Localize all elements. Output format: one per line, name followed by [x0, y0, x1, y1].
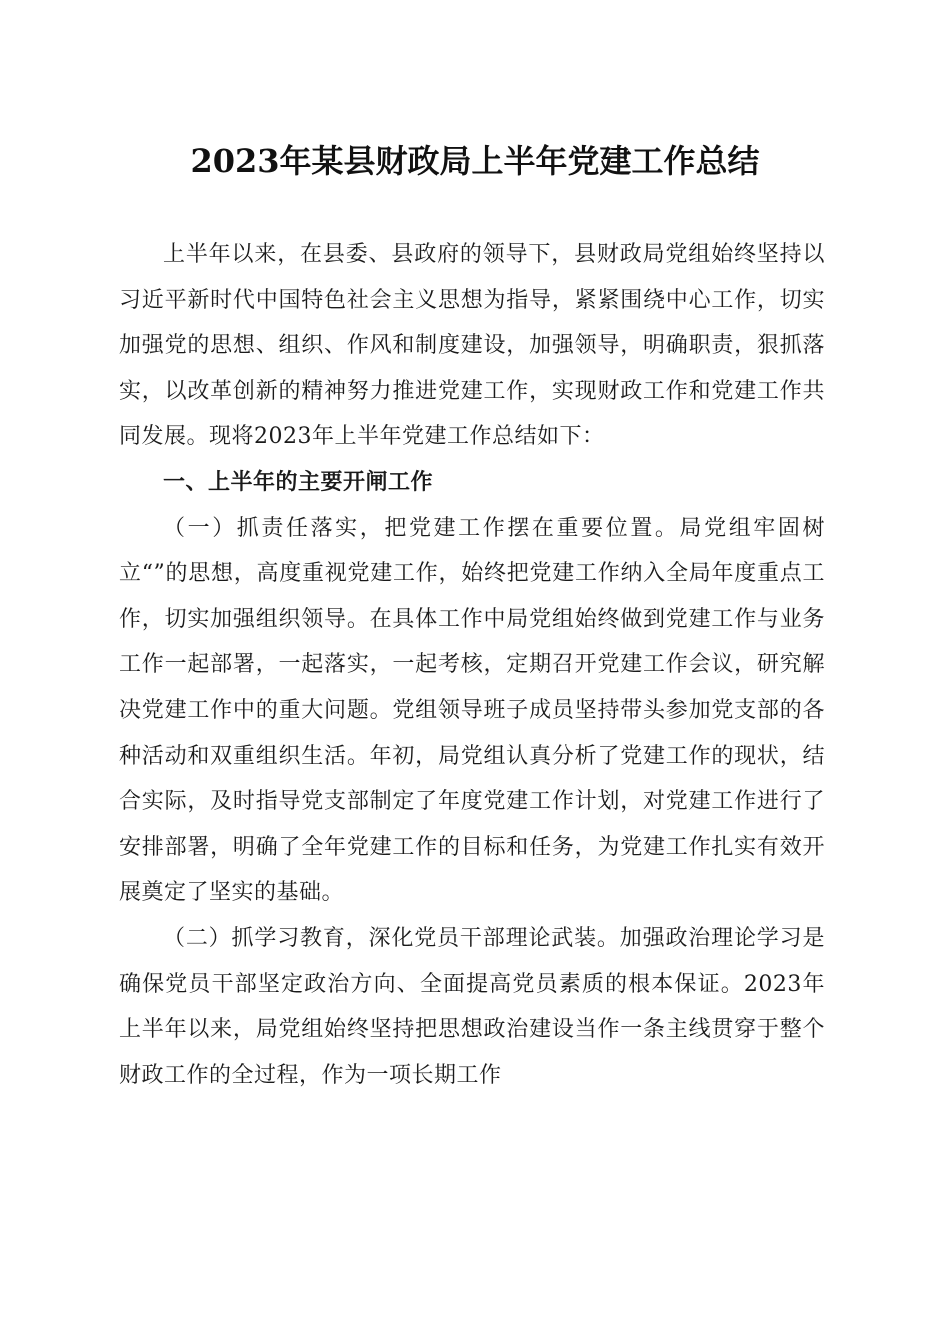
- intro-paragraph: 上半年以来，在县委、县政府的领导下，县财政局党组始终坚持以习近平新时代中国特色社会主义思想为指导，紧紧围绕中心工作，切实加强党的思想、组织、作风和制度建设，加强领导，明确职责，狠抓落实，以改革创新的精神努力推进党建工作，实现财政工作和党建工作共同发展。现将2023年上半年党建工作总结如下：: [119, 242, 825, 450]
- document-body: [119, 232, 825, 1098]
- paragraph-study-education: （二）抓学习教育，深化党员干部理论武装。加强政治理论学习是确保党员干部坚定政治方向、全面提高党员素质的根本保证。2023年上半年以来，局党组始终坚持把思想政治建设当作一条主线贯穿于整个财政工作的全过程，作为一项长期工作: [119, 925, 825, 1088]
- document-title: 2023年某县财政局上半年党建工作总结: [190, 142, 760, 180]
- paragraph-responsibility: （一）抓责任落实，把党建工作摆在重要位置。局党组牢固树立“”的思想，高度重视党建工作，始终把党建工作纳入全局年度重点工作，切实加强组织领导。在具体工作中局党组始终做到党建工作与业务工作一起部署，一起落实，一起考核，定期召开党建工作会议，研究解决党建工作中的重大问题。党组领导班子成员坚持带头参加党支部的各种活动和双重组织生活。年初，局党组认真分析了党建工作的现状，结合实际，及时指导党支部制定了年度党建工作计划，对党建工作进行了安排部署，明确了全年党建工作的目标和任务，为党建工作扎实有效开展奠定了坚实的基础。: [119, 515, 825, 906]
- section-heading: 一、上半年的主要开闸工作: [163, 469, 434, 495]
